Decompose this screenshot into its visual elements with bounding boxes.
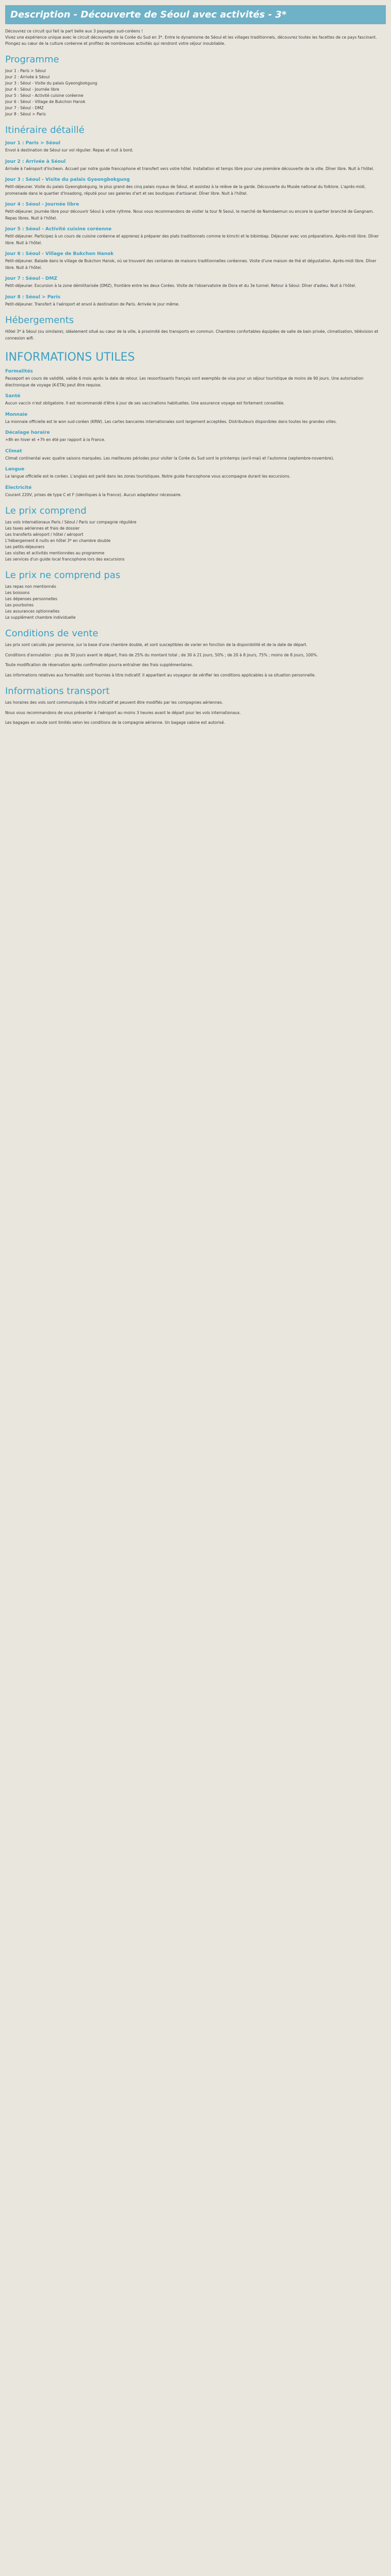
practical-title: INFORMATIONS UTILES [5, 351, 135, 364]
day-heading: Jour 3 : Séoul - Visite du palais Gyeongbokgung [5, 177, 130, 182]
program-day: Jour 2 : Arrivée à Séoul [5, 75, 50, 79]
included-item: L'hébergement 6 nuits en hôtel 3* en chambre double [5, 538, 111, 543]
daily-list [5, 141, 386, 308]
day-heading: Jour 1 : Paris > Séoul [5, 141, 61, 146]
day-text: Envol à destination de Séoul sur vol régulier. Repas et nuit à bord. [5, 148, 134, 152]
program-day: Jour 1 : Paris > Séoul [5, 69, 46, 73]
practical-text: La monnaie officielle est le won sud-coréen (KRW). Les cartes bancaires internationales sont largement acceptées. Distributeurs disponibles dans toutes les grandes villes. [5, 419, 337, 424]
practical-heading: Formalités [5, 369, 33, 374]
intro-line: Plongez au cœur de la culture coréenne et profitez de nombreuses activités qui rendront votre séjour inoubliable. [5, 41, 225, 46]
day-heading: Jour 2 : Arrivée à Séoul [5, 159, 66, 164]
practical-text: Passeport en cours de validité, valide 6 mois après la date de retour. Les ressortissants français sont exemptés de visa pour un séjour touristique de moins de 90 jours. Une autorisation électronique de voyage (K-ETA) peut être requise. [5, 376, 364, 387]
practical-heading: Climat [5, 448, 22, 454]
program-day: Jour 8 : Séoul > Paris [5, 112, 46, 116]
transport-text: Les bagages en soute sont limités selon les conditions de la compagnie aérienne. Un bagage cabine est autorisé. [5, 720, 225, 725]
included-item: Les visites et activités mentionnées au programme [5, 551, 105, 555]
program-list [5, 68, 386, 117]
practical-heading: Langue [5, 467, 25, 472]
transport-text: Les horaires des vols sont communiqués à titre indicatif et peuvent être modifiés par les compagnies aériennes. [5, 700, 223, 705]
conditions-text: Les prix sont calculés par personne, sur la base d'une chambre double, et sont susceptibles de varier en fonction de la disponibilité et de la date de départ. [5, 642, 307, 647]
intro-line: Découvrez ce circuit qui fait la part belle aux 3 paysages sud-coréens ! [5, 29, 143, 33]
intro-line: Vivez une expérience unique avec le circuit découverte de la Corée du Sud en 3*. Entre le dynamisme de Séoul et les villages traditionnels, découvrez toutes les facettes de ce pays fascinant. [5, 35, 377, 40]
excluded-item: Les repas non mentionnés [5, 584, 56, 589]
day-text: Petit-déjeuner. Visite du palais Gyeongbokgung, le plus grand des cinq palais royaux de Séoul, et assistez à la relève de la garde. Découverte du Musée national du folklore. L'après-midi, promenade dans le quartier d'Insadong, réputé pour ses galeries d'art et ses boutiques d'artisanat. Dîner libre. Nuit à l'hôtel. [5, 184, 366, 196]
program-title: Programme [5, 54, 59, 65]
practical-text: Climat continental avec quatre saisons marquées. Les meilleures périodes pour visiter la Corée du Sud sont le printemps (avril-mai) et l'automne (septembre-novembre). [5, 455, 334, 461]
included-item: Les vols internationaux Paris / Séoul / Paris sur compagnie régulière [5, 520, 137, 524]
included-item: Les services d'un guide local francophone lors des excursions [5, 557, 125, 562]
conditions-text: Les informations relatives aux formalités sont fournies à titre indicatif. Il appartient au voyageur de vérifier les conditions applicables à sa situation personnelle. [5, 672, 316, 677]
excluded-item: Les assurances optionnelles [5, 609, 60, 614]
day-text: Petit-déjeuner. Balade dans le village de Bukchon Hanok, où se trouvent des centaines de maisons traditionnelles coréennes. Visite d'une maison de thé et dégustation. Après-midi libre. Dîner libre. Nuit à l'hôtel. [5, 259, 377, 270]
conditions-title: Conditions de vente [5, 628, 99, 639]
program-day: Jour 7 : Séoul - DMZ [5, 106, 44, 110]
page-title: Description - Découverte de Séoul avec activités - 3* [5, 5, 386, 24]
excluded-title: Le prix ne comprend pas [5, 570, 121, 581]
transport-text: Nous vous recommandons de vous présenter à l'aéroport au moins 3 heures avant le départ pour les vols internationaux. [5, 710, 241, 715]
day-text: Petit-déjeuner. Excursion à la zone démilitarisée (DMZ), frontière entre les deux Corées. Visite de l'observatoire de Dora et du 3e tunnel. Retour à Séoul. Dîner d'adieu. Nuit à l'hôtel. [5, 283, 356, 288]
transport-list [5, 700, 386, 726]
program-day: Jour 4 : Séoul - Journée libre [5, 87, 59, 92]
included-item: Les petits-déjeuners [5, 545, 45, 549]
practical-text: +8h en hiver et +7h en été par rapport à la France. [5, 437, 106, 442]
day-heading: Jour 8 : Séoul > Paris [5, 294, 61, 300]
intro [5, 28, 386, 47]
page [5, 0, 386, 745]
practical-heading: Monnaie [5, 412, 28, 417]
included-item: Les taxes aériennes et frais de dossier [5, 526, 80, 531]
practical-list [5, 369, 386, 498]
day-heading: Jour 5 : Séoul - Activité cuisine coréenne [5, 227, 112, 232]
included-list [5, 519, 386, 563]
day-heading: Jour 4 : Séoul - Journée libre [5, 202, 79, 207]
program-day: Jour 6 : Séoul - Village de Bukchon Hanok [5, 99, 86, 104]
day-text: Petit-déjeuner. Journée libre pour découvrir Séoul à votre rythme. Nous vous recommandons de visiter la tour N Seoul, le marché de Namdaemun ou encore le quartier branché de Gangnam. Repas libres. Nuit à l'hôtel. [5, 209, 374, 221]
practical-heading: Décalage horaire [5, 430, 50, 435]
practical-heading: Électricité [5, 485, 32, 490]
practical-text: Courant 220V, prises de type C et F (identiques à la France). Aucun adaptateur nécessaire. [5, 492, 182, 497]
hotels-text: Hôtel 3* à Séoul (ou similaire), idéalement situé au cœur de la ville, à proximité des transports en commun. Chambres confortables équipées de salle de bain privée, climatisation, télévision et connexion wifi. [5, 329, 379, 341]
included-item: Les transferts aéroport / hôtel / aéroport [5, 532, 84, 537]
excluded-item: Le supplément chambre individuelle [5, 615, 76, 620]
program-day: Jour 3 : Séoul - Visite du palais Gyeongbokgung [5, 81, 97, 86]
practical-text: Aucun vaccin n'est obligatoire. Il est recommandé d'être à jour de ses vaccinations habituelles. Une assurance voyage est fortement conseillée. [5, 401, 285, 405]
program-day: Jour 5 : Séoul - Activité cuisine coréenne [5, 93, 84, 98]
hotels-title: Hébergements [5, 315, 74, 326]
day-heading: Jour 7 : Séoul - DMZ [5, 276, 57, 281]
excluded-list [5, 584, 386, 621]
practical-text: La langue officielle est le coréen. L'anglais est parlé dans les zones touristiques. Notre guide francophone vous accompagne durant les excursions. [5, 474, 291, 479]
practical-heading: Santé [5, 394, 21, 399]
excluded-item: Les dépenses personnelles [5, 597, 58, 601]
day-text: Petit-déjeuner. Transfert à l'aéroport et envol à destination de Paris. Arrivée le jour même. [5, 301, 180, 307]
excluded-item: Les pourboires [5, 603, 34, 607]
excluded-item: Les boissons [5, 590, 30, 595]
conditions-list [5, 642, 386, 679]
conditions-text: Toute modification de réservation après confirmation pourra entraîner des frais supplémentaires. [5, 663, 193, 667]
day-heading: Jour 6 : Séoul - Village de Bukchon Hanok [5, 251, 114, 257]
transport-title: Informations transport [5, 686, 110, 697]
day-text: Arrivée à l'aéroport d'Incheon. Accueil par notre guide francophone et transfert vers votre hôtel. Installation et temps libre pour une première découverte de la ville. Dîner libre. Nuit à l'hôtel. [5, 166, 374, 171]
daily-title: Itinéraire détaillé [5, 125, 85, 135]
included-title: Le prix comprend [5, 505, 87, 516]
conditions-text: Conditions d'annulation : plus de 30 jours avant le départ, frais de 25% du montant total ; de 30 à 21 jours, 50% ; de 20 à 8 jours, 75% ; moins de 8 jours, 100%. [5, 652, 318, 657]
day-text: Petit-déjeuner. Participez à un cours de cuisine coréenne et apprenez à préparer des plats traditionnels comme le kimchi et le bibimbap. Déjeuner avec vos préparations. Après-midi libre. Dîner libre. Nuit à l'hôtel. [5, 234, 379, 245]
